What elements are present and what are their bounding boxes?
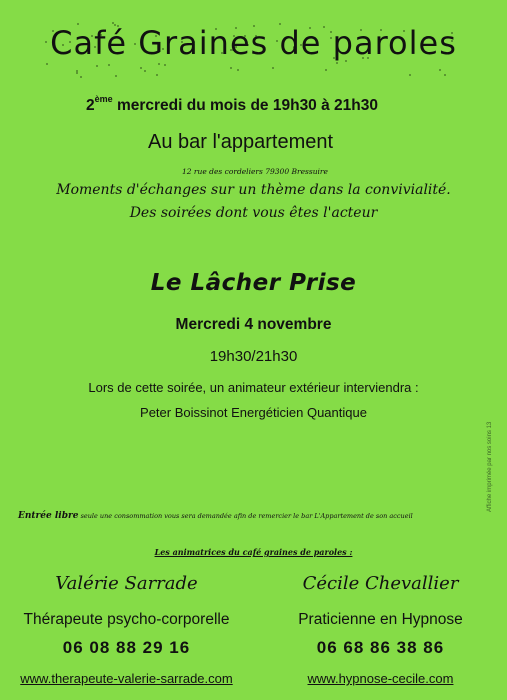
speckle-dot: [140, 67, 142, 69]
schedule-line: [86, 96, 378, 115]
speckle-dot: [409, 74, 411, 76]
venue-address: 12 rue des cordeliers 79300 Bressuire: [182, 167, 328, 176]
host-phone: 06 08 88 29 16: [62, 638, 191, 657]
speckle-dot: [76, 72, 78, 74]
side-note: Affiche imprimée par nos soins 13: [487, 421, 493, 512]
schedule-text: mercredi du mois de 19h30 à 21h30: [112, 97, 378, 115]
host-role: Thérapeute psycho-corporelle: [23, 611, 230, 628]
speckle-dot: [108, 64, 110, 66]
hosts-heading-text: Les animatrices du café graines de paroles :: [154, 547, 353, 557]
speckle-dot: [439, 69, 441, 71]
entry-note: [18, 511, 413, 521]
flyer-title: Café Graines de paroles: [50, 24, 457, 62]
event-date: Mercredi 4 novembre: [175, 316, 332, 333]
speckle-dot: [115, 75, 117, 77]
event-speaker: Peter Boissinot Energéticien Quantique: [140, 405, 367, 420]
host-website-link[interactable]: [254, 671, 507, 686]
speckle-dot: [230, 67, 232, 69]
tagline-line-1: Moments d'échanges sur un thème dans la convivialité.: [56, 182, 451, 198]
speckle-dot: [325, 69, 327, 71]
speckle-dot: [336, 62, 338, 64]
host-website-text[interactable]: www.therapeute-valerie-sarrade.com: [20, 671, 233, 686]
speckle-dot: [272, 67, 274, 69]
host-role: Praticienne en Hypnose: [298, 611, 463, 628]
speckle-dot: [144, 70, 146, 72]
speckle-dot: [46, 63, 48, 65]
speckle-dot: [80, 76, 82, 78]
event-time: 19h30/21h30: [209, 348, 298, 365]
event-title: Le Lâcher Prise: [150, 270, 357, 296]
host-name: Cécile Chevallier: [302, 573, 459, 594]
host-name: Valérie Sarrade: [55, 573, 198, 594]
entry-free-label: Entrée libre: [18, 511, 79, 521]
speckle-dot: [237, 69, 239, 71]
host-phone: 06 68 86 38 86: [316, 638, 445, 657]
speckle-dot: [444, 74, 446, 76]
event-lead: Lors de cette soirée, un animateur extérieur interviendra :: [88, 380, 419, 395]
entry-note-text: seule une consommation vous sera demandée afin de remercier le bar L'Appartement de son accueil: [78, 512, 413, 520]
speckle-dot: [158, 63, 160, 65]
schedule-ordinal-suffix: ème: [94, 94, 113, 104]
venue-name: Au bar l'appartement: [148, 131, 334, 153]
host-website-link[interactable]: [0, 671, 253, 686]
host-website-text[interactable]: www.hypnose-cecile.com: [307, 671, 454, 686]
hosts-heading: [0, 547, 507, 557]
tagline-line-2: Des soirées dont vous êtes l'acteur: [129, 205, 378, 221]
schedule-ordinal: 2: [86, 97, 95, 115]
speckle-dot: [96, 65, 98, 67]
speckle-dot: [156, 74, 158, 76]
speckle-dot: [164, 64, 166, 66]
